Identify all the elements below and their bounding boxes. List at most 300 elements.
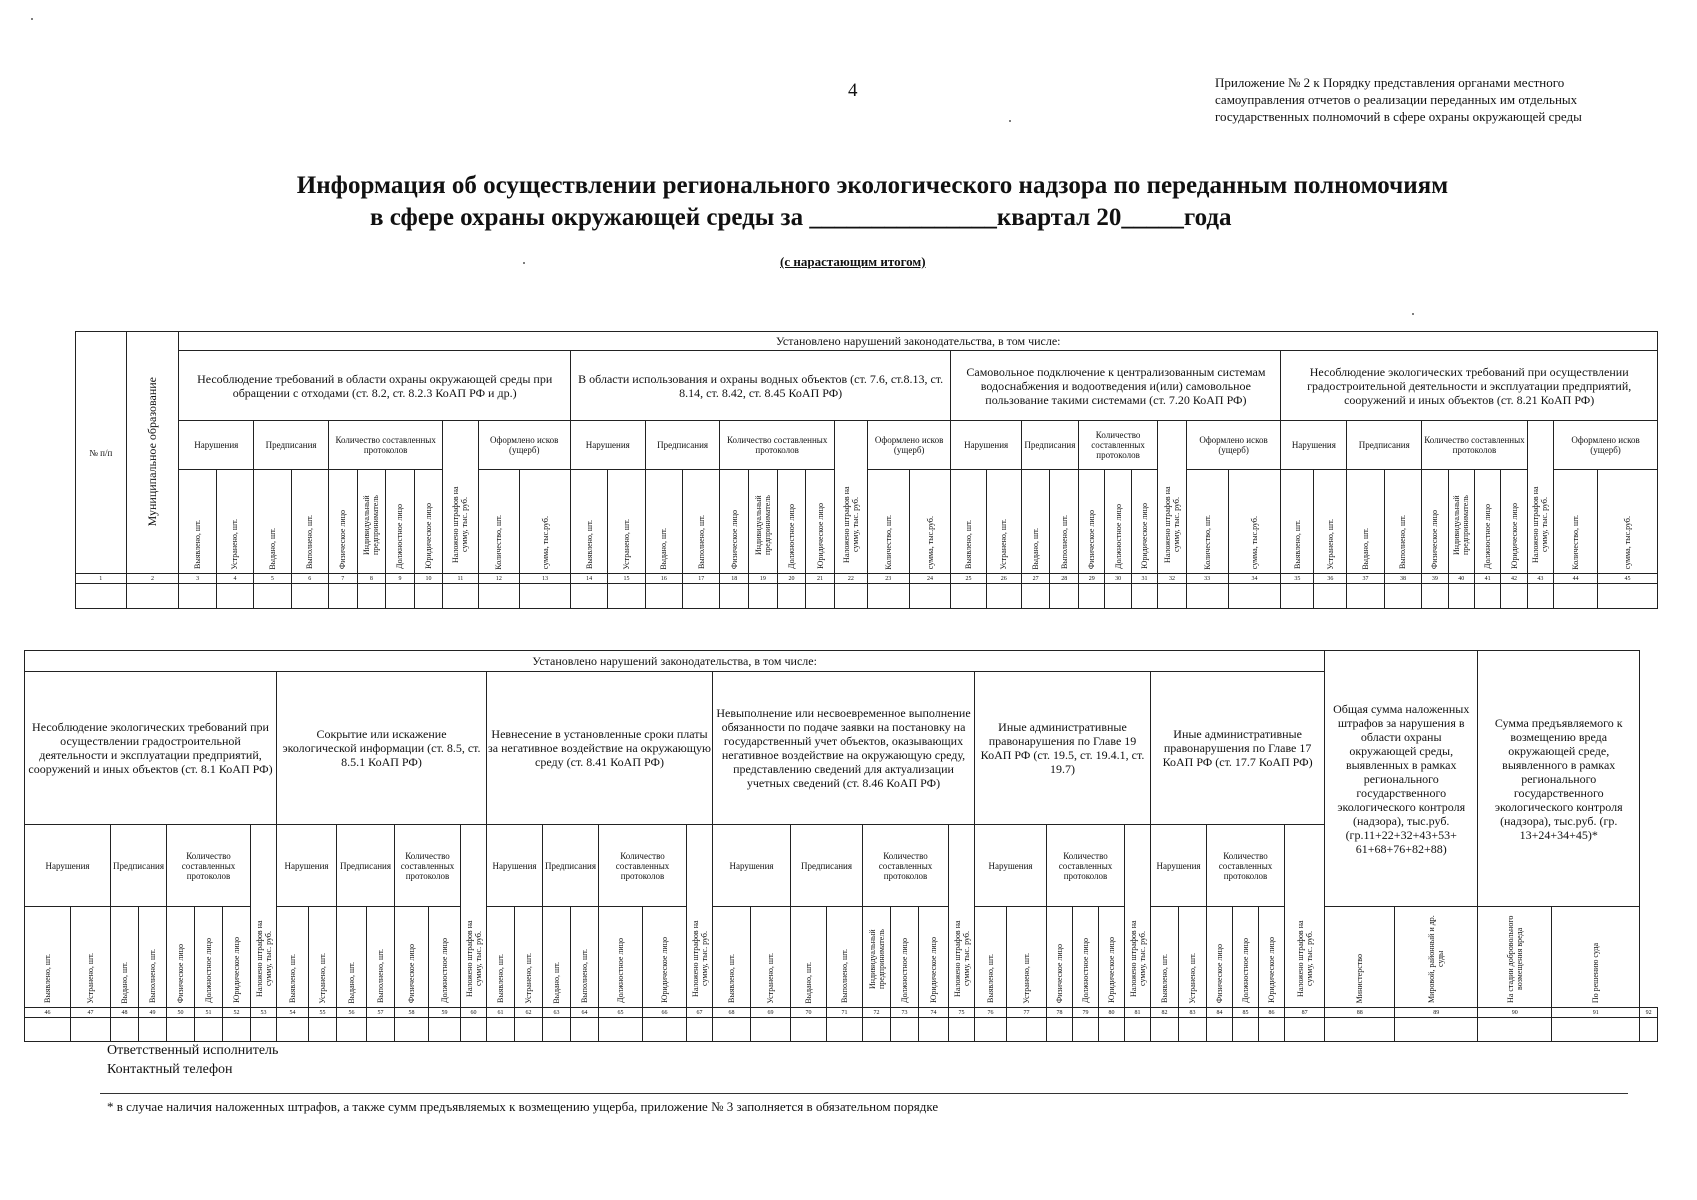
sub-violations: Нарушения	[975, 825, 1047, 907]
column-number: 43	[1527, 574, 1553, 584]
leaf-official: Должностное лицо	[429, 907, 461, 1008]
data-cell[interactable]	[254, 584, 291, 609]
leaf-found: Выявлено, шт.	[1281, 470, 1314, 574]
data-cell[interactable]	[863, 1017, 891, 1041]
sub-violations: Нарушения	[1281, 420, 1347, 470]
column-number: 7	[328, 574, 357, 584]
data-cell[interactable]	[713, 1017, 751, 1041]
leaf-legal: Юридическое лицо	[1131, 470, 1157, 574]
data-cell[interactable]	[1228, 584, 1281, 609]
column-number: 76	[975, 1008, 1007, 1017]
column-number: 85	[1233, 1008, 1259, 1017]
column-number: 89	[1395, 1008, 1478, 1017]
column-number: 30	[1105, 574, 1131, 584]
footnote: * в случае наличия наложенных штрафов, а также сумм предъявляемых к возмещению ущерба, приложение № 3 заполняется в обязательном порядке	[107, 1099, 939, 1114]
column-number: 42	[1501, 574, 1527, 584]
leaf-legal: Юридическое лицо	[1259, 907, 1285, 1008]
column-number: 81	[1125, 1008, 1151, 1017]
sub-fines: Наложено штрафов на сумму, тыс. руб.	[687, 825, 713, 1008]
leaf-fixed: Устранено, шт.	[1314, 470, 1347, 574]
column-number: 65	[599, 1008, 643, 1017]
scan-speck	[1009, 120, 1011, 122]
column-number: 44	[1554, 574, 1598, 584]
data-cell[interactable]	[309, 1017, 337, 1041]
data-cell[interactable]	[687, 1017, 713, 1041]
leaf-issued: Выдано, шт.	[791, 907, 827, 1008]
sub-protocols: Количество составленных протоколов	[599, 825, 687, 907]
column-number: 52	[223, 1008, 251, 1017]
leaf-found: Выявлено, шт.	[570, 470, 607, 574]
column-number: 15	[608, 574, 645, 584]
column-number: 90	[1478, 1008, 1552, 1017]
group-water: В области использования и охраны водных объектов (ст. 7.6, ст.8.13, ст. 8.14, ст. 8.42, ст. 8.45 КоАП РФ)	[570, 351, 951, 420]
sub-violations: Нарушения	[179, 420, 254, 470]
leaf-done: Выполнено, шт.	[683, 470, 720, 574]
leaf-official: Должностное лицо	[1105, 470, 1131, 574]
sub-protocols: Количество составленных протоколов	[1079, 420, 1158, 470]
data-cell[interactable]	[223, 1017, 251, 1041]
data-cell[interactable]	[515, 1017, 543, 1041]
leaf-ip: Индивидуальный предприниматель	[749, 470, 778, 574]
document-title-line-1: Информация об осуществлении регионального экологического надзора по переданным полномочиям	[296, 172, 1449, 199]
data-cell[interactable]	[429, 1017, 461, 1041]
leaf-found: Выявлено, шт.	[179, 470, 216, 574]
leaf-issued: Выдано, шт.	[337, 907, 367, 1008]
data-cell[interactable]	[478, 584, 520, 609]
sub-prescriptions: Предписания	[111, 825, 167, 907]
column-number: 66	[643, 1008, 687, 1017]
data-cell[interactable]	[1021, 584, 1050, 609]
document-subtitle: (с нарастающим итогом)	[780, 254, 926, 269]
data-cell[interactable]	[1554, 584, 1598, 609]
data-cell[interactable]	[599, 1017, 643, 1041]
column-number: 50	[167, 1008, 195, 1017]
data-cell[interactable]	[949, 1017, 975, 1041]
sub-protocols: Количество составленных протоколов	[1207, 825, 1285, 907]
data-cell[interactable]	[277, 1017, 309, 1041]
sub-prescriptions: Предписания	[254, 420, 329, 470]
leaf-official: Должностное лицо	[195, 907, 223, 1008]
data-cell[interactable]	[806, 584, 835, 609]
leaf-fixed: Устранено, шт.	[986, 470, 1021, 574]
sub-protocols: Количество составленных протоколов	[395, 825, 461, 907]
sub-claims: Оформлено исков (ущерб)	[478, 420, 570, 470]
group-payment-delay: Невнесение в установленные сроки платы за негативное воздействие на окружающую среду (ст. 8.41 КоАП РФ)	[487, 672, 713, 825]
data-cell[interactable]	[167, 1017, 195, 1041]
column-number: 16	[645, 574, 682, 584]
leaf-phys: Физическое лицо	[720, 470, 749, 574]
leaf-issued: Выдано, шт.	[1021, 470, 1050, 574]
group-chapter-19: Иные административные правонарушения по Главе 19 КоАП РФ (ст. 19.5, ст. 19.4.1, ст. 19.7)	[975, 672, 1151, 825]
data-cell[interactable]	[1186, 584, 1228, 609]
group-art-8-1: Несоблюдение экологических требований при осуществлении градостроительной деятельности и эксплуатации предприятий, сооружений и иных объектов (ст. 8.1 КоАП РФ)	[25, 672, 277, 825]
column-number: 68	[713, 1008, 751, 1017]
data-cell[interactable]	[827, 1017, 863, 1041]
data-cell[interactable]	[1395, 1017, 1478, 1041]
sub-violations: Нарушения	[487, 825, 543, 907]
data-cell[interactable]	[1125, 1017, 1151, 1041]
data-cell[interactable]	[1527, 584, 1553, 609]
data-cell[interactable]	[1047, 1017, 1073, 1041]
column-number: 63	[543, 1008, 571, 1017]
data-cell[interactable]	[986, 584, 1021, 609]
sub-fines: Наложено штрафов на сумму, тыс. руб.	[443, 420, 478, 574]
sub-fines: Наложено штрафов на сумму, тыс. руб.	[834, 420, 867, 574]
data-cell[interactable]	[720, 584, 749, 609]
column-number: 36	[1314, 574, 1347, 584]
data-cell[interactable]	[1158, 584, 1187, 609]
leaf-claim-count: Количество, шт.	[1554, 470, 1598, 574]
data-cell[interactable]	[1347, 584, 1384, 609]
data-cell[interactable]	[1079, 584, 1105, 609]
column-number: 18	[720, 574, 749, 584]
leaf-official: Должностное лицо	[599, 907, 643, 1008]
leaf-issued: Выдано, шт.	[111, 907, 139, 1008]
data-cell[interactable]	[867, 584, 909, 609]
column-number: 9	[386, 574, 415, 584]
leaf-done: Выполнено, шт.	[1384, 470, 1421, 574]
leaf-ip: Индивидуальный предприниматель	[863, 907, 891, 1008]
data-cell[interactable]	[1422, 584, 1448, 609]
column-number: 17	[683, 574, 720, 584]
col-header-municipality: Муниципальное образование	[126, 332, 179, 574]
data-cell[interactable]	[1007, 1017, 1047, 1041]
data-cell[interactable]	[395, 1017, 429, 1041]
data-cell[interactable]	[1314, 584, 1347, 609]
column-number: 55	[309, 1008, 337, 1017]
data-cell[interactable]	[1478, 1017, 1552, 1041]
data-cell[interactable]	[126, 584, 179, 609]
sub-violations: Нарушения	[570, 420, 645, 470]
leaf-legal: Юридическое лицо	[919, 907, 949, 1008]
data-cell[interactable]	[645, 584, 682, 609]
column-number: 56	[337, 1008, 367, 1017]
sub-violations: Нарушения	[951, 420, 1021, 470]
column-number: 48	[111, 1008, 139, 1017]
leaf-issued: Выдано, шт.	[254, 470, 291, 574]
leaf-found: Выявлено, шт.	[975, 907, 1007, 1008]
leaf-claim-count: Количество, шт.	[478, 470, 520, 574]
data-cell[interactable]	[291, 584, 328, 609]
column-number: 92	[1640, 1008, 1658, 1017]
column-number: 2	[126, 574, 179, 584]
data-cell[interactable]	[1151, 1017, 1179, 1041]
sub-claims: Оформлено исков (ущерб)	[1186, 420, 1281, 470]
data-cell[interactable]	[71, 1017, 111, 1041]
leaf-legal: Юридическое лицо	[414, 470, 443, 574]
column-number: 67	[687, 1008, 713, 1017]
data-cell[interactable]	[683, 584, 720, 609]
data-cell[interactable]	[1050, 584, 1079, 609]
data-cell[interactable]	[76, 584, 127, 609]
column-number: 35	[1281, 574, 1314, 584]
leaf-fixed: Устранено, шт.	[71, 907, 111, 1008]
column-number: 57	[367, 1008, 395, 1017]
leaf-official: Должностное лицо	[891, 907, 919, 1008]
leaf-done: Выполнено, шт.	[571, 907, 599, 1008]
data-cell[interactable]	[1640, 1017, 1658, 1041]
column-number: 70	[791, 1008, 827, 1017]
leaf-official: Должностное лицо	[386, 470, 415, 574]
data-cell[interactable]	[951, 584, 986, 609]
sub-fines: Наложено штрафов на сумму, тыс. руб.	[1527, 420, 1553, 574]
data-cell[interactable]	[461, 1017, 487, 1041]
column-number: 54	[277, 1008, 309, 1017]
scan-speck	[1412, 313, 1414, 315]
column-number: 38	[1384, 574, 1421, 584]
column-number: 77	[1007, 1008, 1047, 1017]
column-number: 80	[1099, 1008, 1125, 1017]
leaf-fixed: Устранено, шт.	[515, 907, 543, 1008]
data-cell[interactable]	[1281, 584, 1314, 609]
leaf-phys: Физическое лицо	[1079, 470, 1105, 574]
leaf-found: Выявлено, шт.	[25, 907, 71, 1008]
data-cell[interactable]	[1448, 584, 1474, 609]
data-cell[interactable]	[1105, 584, 1131, 609]
group-concealment: Сокрытие или искажение экологической информации (ст. 8.5, ст. 8.5.1 КоАП РФ)	[277, 672, 487, 825]
col-header-num: № п/п	[76, 332, 127, 574]
group-self-connection: Самовольное подключение к централизованным системам водоснабжения и водоотведения и(или) самовольное пользование такими системами (ст. 7.20 КоАП РФ)	[951, 351, 1281, 420]
column-number: 28	[1050, 574, 1079, 584]
column-number: 32	[1158, 574, 1187, 584]
leaf-fixed: Устранено, шт.	[309, 907, 337, 1008]
leaf-phys: Физическое лицо	[1207, 907, 1233, 1008]
data-cell[interactable]	[1207, 1017, 1233, 1041]
data-cell[interactable]	[571, 1017, 599, 1041]
column-number: 12	[478, 574, 520, 584]
data-cell[interactable]	[1073, 1017, 1099, 1041]
data-cell[interactable]	[195, 1017, 223, 1041]
column-number: 13	[520, 574, 571, 584]
column-number: 69	[751, 1008, 791, 1017]
data-cell[interactable]	[751, 1017, 791, 1041]
column-number: 49	[139, 1008, 167, 1017]
leaf-issued: Выдано, шт.	[1347, 470, 1384, 574]
leaf-found: Выявлено, шт.	[951, 470, 986, 574]
sub-violations: Нарушения	[277, 825, 337, 907]
total-damage-header: Сумма предъявляемого к возмещению вреда окружающей среде, выявленного в рамках регионального государственного экологического контроля (надзора), тыс.руб. (гр. 13+24+34+45)*	[1478, 651, 1640, 907]
leaf-claim-sum: сумма, тыс.руб.	[1228, 470, 1281, 574]
scan-speck	[523, 262, 525, 264]
column-number: 4	[216, 574, 253, 584]
data-cell[interactable]	[834, 584, 867, 609]
leaf-claim-count: Количество, шт.	[1186, 470, 1228, 574]
column-number: 87	[1285, 1008, 1325, 1017]
leaf-voluntary: На стадии добровольного возмещения вреда	[1478, 907, 1552, 1008]
column-number: 91	[1552, 1008, 1640, 1017]
column-number: 73	[891, 1008, 919, 1017]
data-cell[interactable]	[179, 584, 216, 609]
column-number-row	[76, 574, 1658, 584]
leaf-ip: Индивидуальный предприниматель	[1448, 470, 1474, 574]
data-cell[interactable]	[443, 584, 478, 609]
leaf-official: Должностное лицо	[1073, 907, 1099, 1008]
column-number: 84	[1207, 1008, 1233, 1017]
column-number: 24	[909, 574, 951, 584]
data-cell[interactable]	[1099, 1017, 1125, 1041]
leaf-legal: Юридическое лицо	[1099, 907, 1125, 1008]
data-entry-row	[76, 584, 1658, 609]
data-cell[interactable]	[919, 1017, 949, 1041]
column-number: 31	[1131, 574, 1157, 584]
leaf-claim-sum: сумма, тыс.руб.	[520, 470, 571, 574]
column-number: 72	[863, 1008, 891, 1017]
leaf-fixed: Устранено, шт.	[1007, 907, 1047, 1008]
sub-claims: Оформлено исков (ущерб)	[867, 420, 951, 470]
sub-prescriptions: Предписания	[645, 420, 720, 470]
data-cell[interactable]	[543, 1017, 571, 1041]
leaf-done: Выполнено, шт.	[1050, 470, 1079, 574]
sub-claims: Оформлено исков (ущерб)	[1554, 420, 1658, 470]
data-cell[interactable]	[520, 584, 571, 609]
sub-violations: Нарушения	[25, 825, 111, 907]
data-cell[interactable]	[909, 584, 951, 609]
column-number: 29	[1079, 574, 1105, 584]
column-number: 8	[357, 574, 386, 584]
data-cell[interactable]	[1598, 584, 1658, 609]
leaf-legal: Юридическое лицо	[1501, 470, 1527, 574]
column-number: 74	[919, 1008, 949, 1017]
sub-prescriptions: Предписания	[1021, 420, 1078, 470]
leaf-found: Выявлено, шт.	[487, 907, 515, 1008]
column-number: 46	[25, 1008, 71, 1017]
data-cell[interactable]	[216, 584, 253, 609]
data-cell[interactable]	[1285, 1017, 1325, 1041]
data-cell[interactable]	[1325, 1017, 1395, 1041]
column-number: 33	[1186, 574, 1228, 584]
data-cell[interactable]	[1474, 584, 1500, 609]
sub-protocols: Количество составленных протоколов	[720, 420, 834, 470]
leaf-official: Должностное лицо	[1474, 470, 1500, 574]
data-cell[interactable]	[487, 1017, 515, 1041]
column-number: 39	[1422, 574, 1448, 584]
document-title-line-2: в сфере охраны окружающей среды за _______________квартал 20_____года	[370, 204, 1232, 231]
sub-protocols: Количество составленных протоколов	[1422, 420, 1528, 470]
column-number: 25	[951, 574, 986, 584]
data-cell[interactable]	[111, 1017, 139, 1041]
column-number: 58	[395, 1008, 429, 1017]
column-number: 6	[291, 574, 328, 584]
leaf-legal: Юридическое лицо	[223, 907, 251, 1008]
data-cell[interactable]	[414, 584, 443, 609]
group-registration: Невыполнение или несвоевременное выполнение обязанности по подаче заявки на постановку на государственный учет объектов, оказывающих негативное воздействие на окружающую среду, представлению сведений для актуализации учетных сведений (ст. 8.46 КоАП РФ)	[713, 672, 975, 825]
sub-protocols: Количество составленных протоколов	[863, 825, 949, 907]
data-cell[interactable]	[1384, 584, 1421, 609]
leaf-official: Должностное лицо	[1233, 907, 1259, 1008]
leaf-found: Выявлено, шт.	[713, 907, 751, 1008]
report-table-part-2	[24, 650, 1658, 1042]
column-number: 22	[834, 574, 867, 584]
data-cell[interactable]	[608, 584, 645, 609]
leaf-courts: Мировой, районный и др. суды	[1395, 907, 1478, 1008]
data-cell[interactable]	[777, 584, 806, 609]
column-number: 61	[487, 1008, 515, 1017]
data-cell[interactable]	[367, 1017, 395, 1041]
column-number: 34	[1228, 574, 1281, 584]
sub-fines: Наложено штрафов на сумму, тыс. руб.	[1125, 825, 1151, 1008]
data-cell[interactable]	[1501, 584, 1527, 609]
leaf-phys: Физическое лицо	[1047, 907, 1073, 1008]
leaf-done: Выполнено, шт.	[367, 907, 395, 1008]
leaf-court-decision: По решению суда	[1552, 907, 1640, 1008]
leaf-ministry: Министерство	[1325, 907, 1395, 1008]
data-cell[interactable]	[357, 584, 386, 609]
column-number: 19	[749, 574, 778, 584]
leaf-phys: Физическое лицо	[328, 470, 357, 574]
leaf-done: Выполнено, шт.	[827, 907, 863, 1008]
leaf-claim-sum: сумма, тыс.руб.	[909, 470, 951, 574]
column-number: 51	[195, 1008, 223, 1017]
data-cell[interactable]	[1179, 1017, 1207, 1041]
leaf-found: Выявлено, шт.	[1151, 907, 1179, 1008]
column-number: 21	[806, 574, 835, 584]
data-cell[interactable]	[749, 584, 778, 609]
leaf-fixed: Устранено, шт.	[751, 907, 791, 1008]
leaf-official: Должностное лицо	[777, 470, 806, 574]
data-cell[interactable]	[1131, 584, 1157, 609]
group-chapter-17: Иные административные правонарушения по Главе 17 КоАП РФ (ст. 17.7 КоАП РФ)	[1151, 672, 1325, 825]
sub-prescriptions: Предписания	[1347, 420, 1422, 470]
data-cell[interactable]	[643, 1017, 687, 1041]
column-number: 23	[867, 574, 909, 584]
sub-violations: Нарушения	[713, 825, 791, 907]
column-number: 26	[986, 574, 1021, 584]
column-number: 3	[179, 574, 216, 584]
sub-protocols: Количество составленных протоколов	[1047, 825, 1125, 907]
data-cell[interactable]	[1552, 1017, 1640, 1041]
column-number: 79	[1073, 1008, 1099, 1017]
data-cell[interactable]	[25, 1017, 71, 1041]
data-cell[interactable]	[891, 1017, 919, 1041]
column-number: 41	[1474, 574, 1500, 584]
column-number: 37	[1347, 574, 1384, 584]
leaf-done: Выполнено, шт.	[139, 907, 167, 1008]
sub-protocols: Количество составленных протоколов	[167, 825, 251, 907]
footnote-divider	[100, 1093, 1628, 1094]
group-urban-planning: Несоблюдение экологических требований при осуществлении градостроительной деятельности и эксплуатации предприятий, сооружений и иных объектов (ст. 8.21 КоАП РФ)	[1281, 351, 1658, 420]
leaf-claim-count: Количество, шт.	[867, 470, 909, 574]
column-number: 83	[1179, 1008, 1207, 1017]
column-number: 75	[949, 1008, 975, 1017]
column-number: 14	[570, 574, 607, 584]
leaf-issued: Выдано, шт.	[543, 907, 571, 1008]
leaf-issued: Выдано, шт.	[645, 470, 682, 574]
data-cell[interactable]	[337, 1017, 367, 1041]
leaf-fixed: Устранено, шт.	[608, 470, 645, 574]
leaf-claim-sum: сумма, тыс.руб.	[1598, 470, 1658, 574]
leaf-found: Выявлено, шт.	[277, 907, 309, 1008]
data-entry-row	[25, 1017, 1658, 1041]
sub-fines: Наложено штрафов на сумму, тыс. руб.	[251, 825, 277, 1008]
data-cell[interactable]	[975, 1017, 1007, 1041]
sub-violations: Нарушения	[1151, 825, 1207, 907]
data-cell[interactable]	[791, 1017, 827, 1041]
column-number: 86	[1259, 1008, 1285, 1017]
data-cell[interactable]	[328, 584, 357, 609]
data-cell[interactable]	[1259, 1017, 1285, 1041]
data-cell[interactable]	[1233, 1017, 1259, 1041]
data-cell[interactable]	[386, 584, 415, 609]
data-cell[interactable]	[251, 1017, 277, 1041]
data-cell[interactable]	[570, 584, 607, 609]
leaf-fixed: Устранено, шт.	[216, 470, 253, 574]
page-number: 4	[848, 80, 858, 101]
column-number: 62	[515, 1008, 543, 1017]
data-cell[interactable]	[139, 1017, 167, 1041]
leaf-done: Выполнено, шт.	[291, 470, 328, 574]
column-number: 64	[571, 1008, 599, 1017]
column-number: 47	[71, 1008, 111, 1017]
